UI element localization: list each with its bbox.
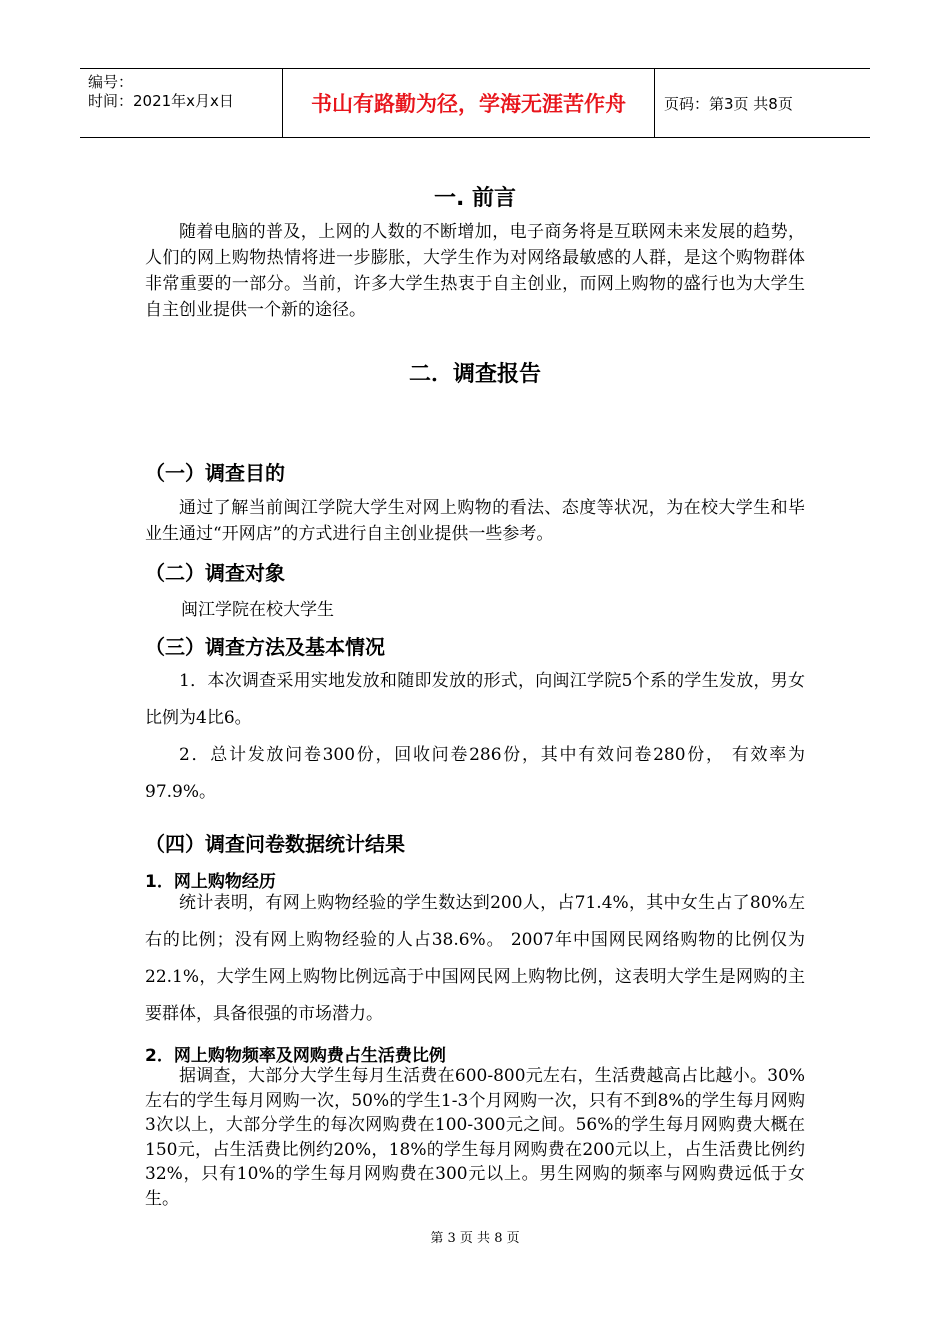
header-page-info: 页码：第3页 共8页 <box>664 94 793 113</box>
page-header <box>80 68 870 138</box>
number-label: 编号： <box>88 73 134 91</box>
experience-text: 统计表明，有网上购物经验的学生数达到200人，占71.4%，其中女生占了80%左右的比例；没有网上购物经验的人占38.6%。 2007年中国网民网络购物的比例仅为22.1%，大学生网上购物比例远高于中国网民网上购物比例，这表明大学生是网购的主要群体，具备很强的市场潜力。 <box>145 893 805 1024</box>
report-title: 二．调查报告 <box>408 362 541 387</box>
preface-text: 随着电脑的普及，上网的人数的不断增加，电子商务将是互联网未来发展的趋势，人们的网上购物热情将进一步膨胀，大学生作为对网络最敏感的人群，是这个购物群体非常重要的一部分。当前，许多大学生热衷于自主创业，而网上购物的盛行也为大学生自主创业提供一个新的途径。 <box>145 222 805 320</box>
header-motto: 书山有路勤为径，学海无涯苦作舟 <box>282 69 655 137</box>
header-meta <box>80 69 282 137</box>
frequency-title: 2．网上购物频率及网购费占生活费比例 <box>145 1046 446 1066</box>
object-title: （二）调查对象 <box>145 561 285 585</box>
purpose-text: 通过了解当前闽江学院大学生对网上购物的看法、态度等状况，为在校大学生和毕业生通过“开网店”的方式进行自主创业提供一些参考。 <box>145 498 805 544</box>
object-text: 闽江学院在校大学生 <box>181 600 334 620</box>
stats-title: （四）调查问卷数据统计结果 <box>145 832 405 856</box>
page-footer: 第 3 页 共 8 页 <box>430 1231 520 1246</box>
frequency-text: 据调查，大部分大学生每月生活费在600-800元左右，生活费越高占比越小。30%左右的学生每月网购一次，50%的学生1-3个月网购一次，只有不到8%的学生每月网购3次以上，大部分学生的每次网购费在100-300元之间。56%的学生每月网购费大概在150元，占生活费比例约20%，18%的学生每月网购费在200元以上，占生活费比例约32%，只有10%的学生每月网购费在300元以上。男生网购的频率与网购费远低于女生。 <box>145 1066 805 1209</box>
purpose-title: （一）调查目的 <box>145 461 285 485</box>
method-title: （三）调查方法及基本情况 <box>145 635 385 659</box>
method-item-2: 2．总计发放问卷300份，回收问卷286份，其中有效问卷280份， 有效率为97.9%。 <box>145 745 805 802</box>
time-label: 时间：2021年x月x日 <box>88 92 234 110</box>
method-item-1: 1．本次调查采用实地发放和随即发放的形式，向闽江学院5个系的学生发放，男女比例为4比6。 <box>145 671 805 728</box>
preface-title: 一. 前言 <box>433 186 517 211</box>
experience-title: 1．网上购物经历 <box>145 872 276 892</box>
